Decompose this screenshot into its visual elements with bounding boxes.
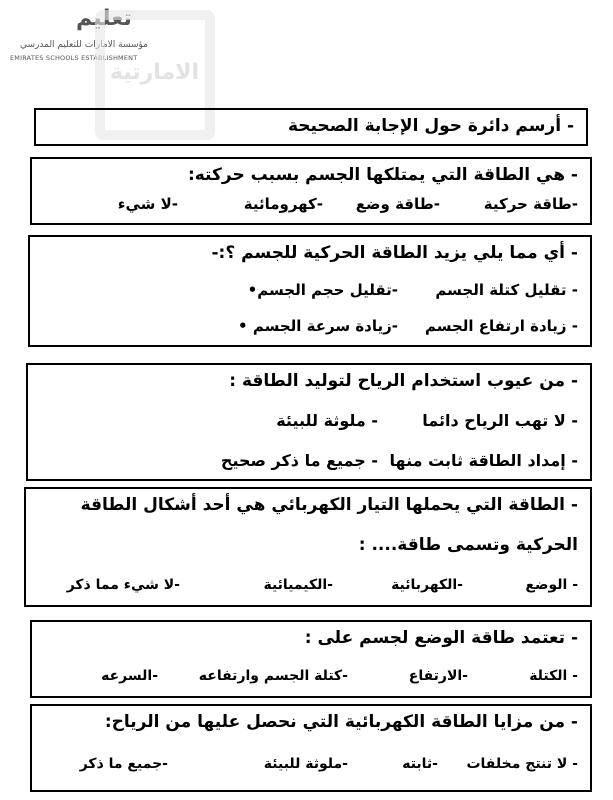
question-2-text: - أي مما يلي يزيد الطاقة الحركية للجسم ؟:- (211, 243, 578, 263)
question-2-options-row-2 (42, 317, 578, 345)
q3-option-3[interactable]: - إمداد الطاقة ثابت منها (389, 451, 578, 470)
q4-option-4[interactable]: -لا شيء مما ذكر (66, 577, 180, 593)
question-1-options (44, 195, 578, 223)
q6-option-3[interactable]: -ملوثة للبيئة (263, 756, 348, 772)
instruction-box (34, 108, 588, 146)
q4-option-1[interactable]: - الوضع (525, 577, 578, 593)
q1-option-3[interactable]: -كهرومائية (243, 195, 323, 213)
question-6-text: - من مزايا الطاقة الكهربائية التي نحصل عليها من الرياح: (104, 712, 578, 732)
q6-option-1[interactable]: - لا تنتج مخلفات (466, 756, 578, 772)
q1-option-1[interactable]: -طاقة حركية (483, 195, 578, 213)
q3-option-2[interactable]: - ملوثة للبيئة (276, 411, 378, 430)
question-3-options-row-1 (40, 411, 578, 439)
watermark-text: الامارتية (110, 60, 200, 85)
question-5-text: - تعتمد طاقة الوضع لجسم على : (304, 628, 578, 648)
q6-option-2[interactable]: -ثابته (402, 756, 438, 772)
question-3-text: - من عيوب استخدام الرياح لتوليد الطاقة : (229, 371, 578, 391)
question-2-options-row-1 (42, 281, 578, 309)
question-4-text-line-2: الحركية وتسمى طاقة.... : (358, 535, 578, 555)
question-5-box (30, 620, 592, 698)
org-name-ar: مؤسسة الامارات للتعليم المدرسي (20, 40, 148, 50)
q4-option-3[interactable]: -الكيميائية (263, 577, 333, 593)
question-4-box (24, 487, 592, 607)
question-2-box (28, 235, 592, 347)
question-4-options (38, 577, 578, 605)
q5-option-2[interactable]: -الارتفاع (408, 668, 468, 684)
q3-option-4[interactable]: - جميع ما ذكر صحيح (220, 451, 378, 470)
question-3-box (26, 363, 592, 481)
q4-option-2[interactable]: -الكهربائية (391, 577, 463, 593)
q2-option-2[interactable]: -تقليل حجم الجسم• (247, 281, 398, 299)
q5-option-4[interactable]: -السرعه (101, 668, 158, 684)
question-3-options-row-2 (40, 451, 578, 479)
question-1-text: - هي الطاقة التي يمتلكها الجسم بسبب حركته: (187, 165, 578, 185)
q2-option-3[interactable]: - زيادة ارتفاع الجسم (424, 317, 578, 335)
q2-option-1[interactable]: - تقليل كتلة الجسم (435, 281, 578, 299)
q1-option-4[interactable]: -لا شيء (117, 195, 178, 213)
q1-option-2[interactable]: -طاقة وضع (355, 195, 440, 213)
question-6-box (30, 704, 592, 792)
q5-option-3[interactable]: -كتلة الجسم وارتفاعه (198, 668, 348, 684)
q5-option-1[interactable]: - الكتلة (529, 668, 578, 684)
q6-option-4[interactable]: -جميع ما ذكر (79, 756, 168, 772)
q3-option-1[interactable]: - لا تهب الرياح دائما (422, 411, 578, 430)
question-4-text-line-1: - الطاقة التي يحملها التيار الكهربائي هي أحد أشكال الطاقة (80, 495, 578, 515)
question-5-options (44, 668, 578, 696)
q2-option-4[interactable]: -زيادة سرعة الجسم • (238, 317, 398, 335)
question-1-box (30, 157, 592, 225)
logo-mark: تعليم (76, 6, 132, 31)
org-name-en: EMIRATES SCHOOLS ESTABLISHMENT (10, 54, 138, 62)
instruction-text: - أرسم دائرة حول الإجابة الصحيحة (287, 116, 574, 136)
question-6-options (44, 756, 578, 784)
